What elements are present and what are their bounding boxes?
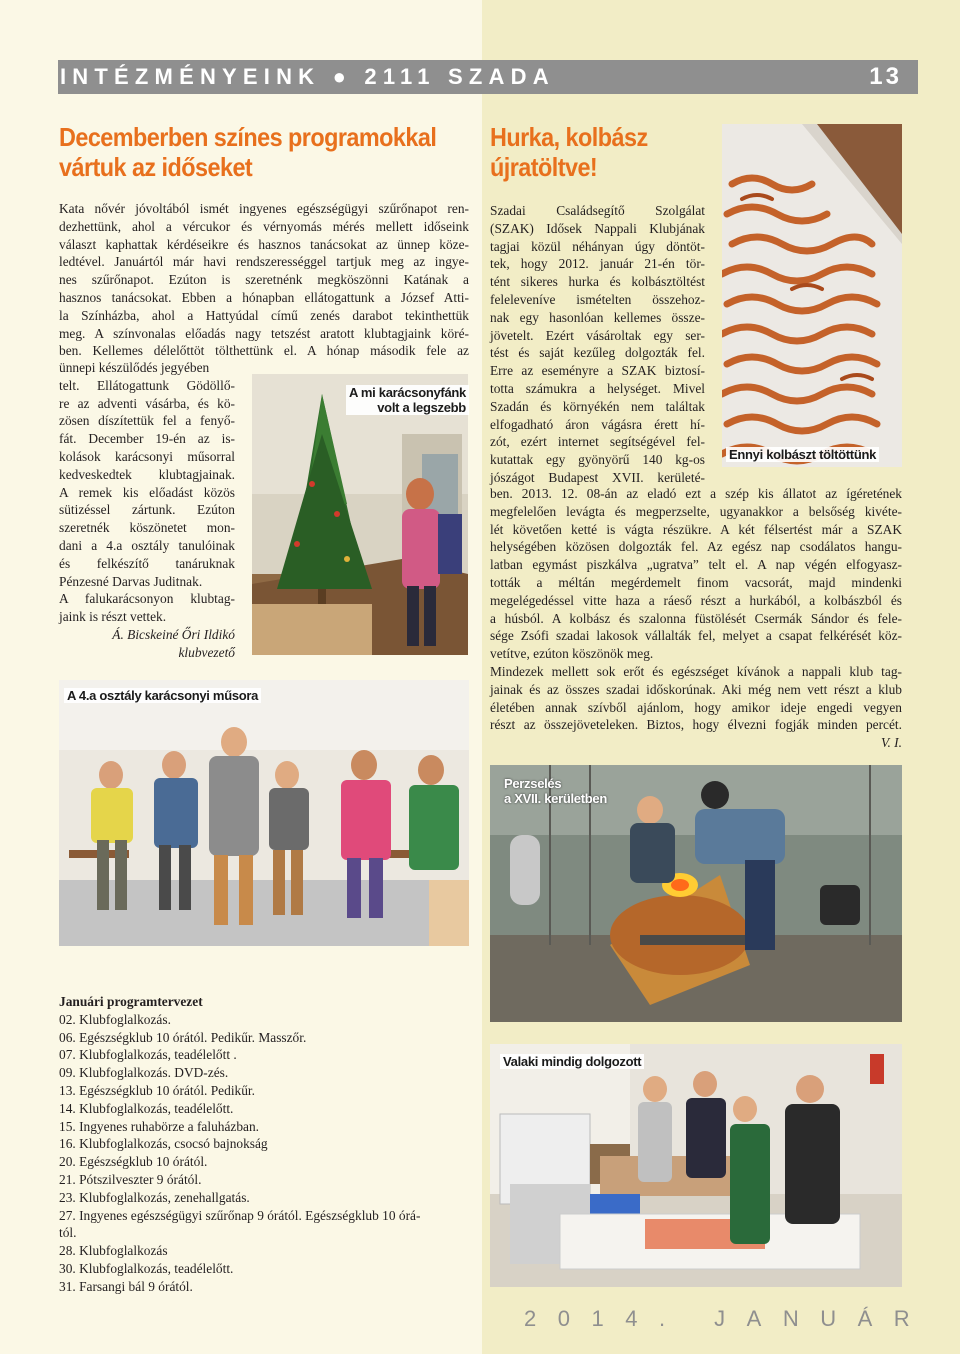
paragraph-line: Szadai Családsegítő Szolgálat [490,203,705,218]
right-article-title-line: újratöltve! [490,152,598,182]
left-article-title [59,122,436,182]
paragraph-line: kutattak egy gyönyörű 140 kg-os [490,452,705,468]
program-item: 14. Klubfoglalkozás, teadélelőtt. [59,1100,234,1116]
program-item: 20. Egészségklub 10 órától. [59,1154,208,1170]
program-item: 09. Klubfoglalkozás. DVD-zés. [59,1065,229,1081]
paragraph-line: kolások karácsonyi műsorral [59,448,235,464]
paragraph-line: dani a 4.a osztály tanulóinak [59,537,235,553]
right-article-full-column [490,485,902,752]
working-photo [490,1044,902,1287]
paragraph-line: latban egymást piszkálva „ugratva” telt el. A nap végén elfogyasz- [490,557,902,573]
program-title: Januári programtervezet [59,994,203,1009]
paragraph-line: tek, hogy 2012. január 21-én tör- [490,256,705,272]
program-item: 28. Klubfoglalkozás [59,1243,168,1259]
paragraph-line: jaink is részt vettek. [59,609,167,625]
caption-line: a XVII. kerületben [504,791,607,806]
page-number: 13 [869,63,902,90]
paragraph-line: megelégedéssel vitte haza a ráeső részt a hurkából, a kolbászból és [490,592,902,608]
paragraph-line: és felkészítő tanáruknak [59,555,235,571]
right-article-title [490,122,648,182]
program-item: 16. Klubfoglalkozás, csocsó bajnokság [59,1136,268,1152]
paragraph-line: Erre az eseményre a SZAK biztosí- [490,363,705,379]
right-article-signature: V. I. [881,735,902,751]
paragraph-line: Kata nővér jóvoltából ismét ingyenes egészségügyi szűrőnapot ren- [59,201,469,216]
paragraph-line: Mindezek mellett sok erőt és egészséget kívánok a nappali klub tag- [490,663,902,679]
paragraph-line: telt. Ellátogattunk Gödöllő- [59,377,235,393]
program-list [59,993,479,1296]
paragraph-line: részt az összejöveteleken. Biztos, hogy élvezni fogják minden percét. [490,717,902,733]
program-item: 27. Ingyenes egészségügyi szűrőnap 9 órától. Egészségklub 10 órá- [59,1207,421,1223]
paragraph-line: vetítve, ezúton köszönök meg. [490,646,654,662]
left-article-title-line: vártuk az időseket [59,152,253,182]
caption-line: A mi karácsonyfánk [346,385,469,400]
left-article-signature-name: Á. Bicskeiné Őri Ildikó [112,626,235,642]
paragraph-line: választ kaphattak kérdéseikre és hasznos tanácsokat az ünnep köze- [59,236,469,252]
paragraph-line: (SZAK) Idősek Nappali Klubjának [490,220,705,236]
left-article-paragraph [59,200,469,360]
caption-line: Valaki mindig dolgozott [500,1054,644,1069]
paragraph-line: nak egy hasonlóan kellemes össze- [490,309,705,325]
program-item: 02. Klubfoglalkozás. [59,1011,171,1027]
paragraph-line: A remek kis előadást közös [59,484,235,500]
paragraph-line: elfogadható áron vágásra érett hí- [490,416,705,432]
program-item: 06. Egészségklub 10 órától. Pedikűr. Masszőr. [59,1029,307,1045]
paragraph-line: A falukarácsonyon klubtag- [59,591,235,607]
sausage-caption [726,447,879,462]
sausage-photo [722,124,902,467]
paragraph-line: ünnepi készülődés jegyében [59,360,210,375]
paragraph-line: helységében közösen dolgozták fel. Az egész nap csodálatos hangu- [490,539,902,555]
paragraph-line: la Színházba, ahol a Hattyúdal című zenés darabot tekinthettük [59,307,469,323]
caption-line: Ennyi kolbászt töltöttünk [726,447,879,462]
paragraph-line: zösen díszítettük fel a fenyő- [59,413,235,429]
paragraph-line: életében annak szívből ajánlom, hogy amikor ideje engedi vegyen [490,699,902,715]
program-item: tól. [59,1225,77,1241]
header-title: INTÉZMÉNYEINK ● 2111 SZADA [60,64,555,89]
paragraph-line: totta számukra a helységet. Mivel [490,380,705,396]
footer-date: 2014. JANUÁR [524,1306,932,1331]
christmas-tree-caption [346,385,469,415]
paragraph-line: a húsból. A kolbász és szalonna füstölését Csermák Sándor és fele- [490,610,902,626]
paragraph-line: lét követően ketté is vágta részükre. A két félsertést már a SZAK [490,521,902,537]
left-article-title-line: Decemberben színes programokkal [59,122,437,152]
program-item: 31. Farsangi bál 9 órától. [59,1278,193,1294]
paragraph-line: szeretnék köszönetet mon- [59,520,235,536]
left-article-narrow-column [59,359,235,662]
program-item: 30. Klubfoglalkozás, teadélelőtt. [59,1260,234,1276]
paragraph-line: zót, ezért internet segítségével fel- [490,434,705,450]
paragraph-line: tagjai közül néhányan úgy döntöt- [490,238,705,254]
paragraph-line: fát. December 19-én az is- [59,431,235,447]
christmas-tree-photo [252,374,468,655]
paragraph-line: ben. Kellemes délelőttöt tölthettünk el. A hónap második fele az [59,343,469,359]
paragraph-line: dezhettünk, ahol a vércukor és vérnyomás mérés mellett időseink [59,218,469,234]
paragraph-line: sütizéssel zártunk. Ezúton [59,502,235,518]
paragraph-line: feleleveníve ismételten összehoz- [490,291,705,307]
left-article-signature-role: klubvezető [178,644,235,660]
paragraph-line: tották a méltán megérdemelt finom vacsorát, majd mindenki [490,574,902,590]
singeing-caption [504,776,607,806]
paragraph-line: kedveskedtek klubtagjainak. [59,466,235,482]
caption-line: A 4.a osztály karácsonyi műsora [64,688,261,703]
paragraph-line: sége Zsófi szadai lakosok vállalták fel, melyet a csapat felkérését köz- [490,628,902,644]
paragraph-line: megfelelően levágta és megperzselte, ugyanakkor a belsőség kivéte- [490,503,902,519]
paragraph-line: re az adventi vásárba, és kö- [59,395,235,411]
paragraph-line: Pénzesné Darvas Juditnak. [59,573,203,589]
caption-line: Perzselés [504,776,562,791]
class-performance-photo [59,680,469,946]
paragraph-line: jószágot Budapest XVII. kerületé- [490,469,705,485]
paragraph-line: tést és saját kezűleg dolgozták fel. [490,345,705,361]
program-item: 07. Klubfoglalkozás, teadélelőtt . [59,1047,237,1063]
class-performance-caption [64,688,261,703]
paragraph-line: ledtével. Januártól már havi rendszerességgel tartjuk meg az ingye- [59,254,469,270]
paragraph-line: hasznos tanácsokat. Ebben a hónapban ellátogattunk a József Atti- [59,289,469,305]
program-item: 13. Egészségklub 10 órától. Pedikűr. [59,1082,255,1098]
program-item: 21. Pótszilveszter 9 órától. [59,1171,202,1187]
program-item: 23. Klubfoglalkozás, zenehallgatás. [59,1189,250,1205]
right-article-title-line: Hurka, kolbász [490,122,648,152]
caption-line: volt a legszebb [346,400,469,415]
working-caption [500,1054,644,1069]
paragraph-line: ben. 2013. 12. 08-án az eladó ezt a szép kis állatot az ígéretének [490,486,902,501]
paragraph-line: jövetelt. Ezért vásároltak egy ser- [490,327,705,343]
paragraph-line: meg. A színvonalas előadás nagy tetszést aratott klubtagjaink köré- [59,325,469,341]
program-item: 15. Ingyenes ruhabörze a faluházban. [59,1118,260,1134]
paragraph-line: nes szűrőnapot. Ezúton is szeretnénk megköszönni Katának a [59,272,469,288]
paragraph-line: Szadán és környékén nem találtak [490,398,705,414]
paragraph-line: tént sikeres hurka és kolbásztöltést [490,274,705,290]
paragraph-line: jainak és az összes szadai időskorúnak. Aki még nem vett részt a klub [490,681,902,697]
right-article-top-column [490,202,705,487]
